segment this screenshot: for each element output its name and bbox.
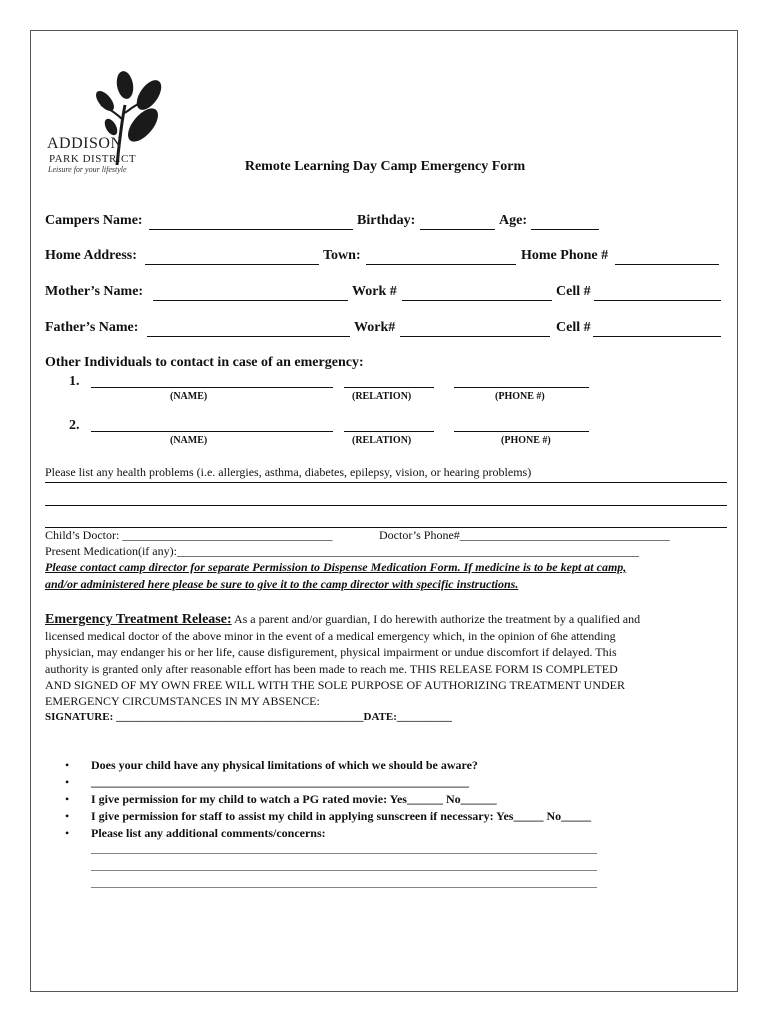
home-phone-label: Home Phone # xyxy=(521,248,609,263)
mother-work-field[interactable] xyxy=(402,300,552,301)
contact-1-relation-caption: (RELATION) xyxy=(352,391,412,402)
mothers-name-label: Mother’s Name: xyxy=(45,284,144,299)
town-field[interactable] xyxy=(366,264,516,265)
bullet-1: • xyxy=(65,758,70,772)
contact-1-phone-caption: (PHONE #) xyxy=(495,391,545,402)
father-cell-field[interactable] xyxy=(593,336,721,337)
health-line-2[interactable] xyxy=(45,505,727,506)
logo-subname: PARK DISTRICT xyxy=(49,153,137,165)
health-line-1[interactable] xyxy=(45,482,727,483)
logo-tagline: Leisure for your lifestyle xyxy=(48,165,127,174)
emergency-heading: Other Individuals to contact in case of an emergency: xyxy=(45,355,364,370)
contact-2-number: 2. xyxy=(69,418,80,433)
release-line-5: AND SIGNED OF MY OWN FREE WILL WITH THE SOLE PURPOSE OF AUTHORIZING TREATMENT UNDER xyxy=(45,677,625,692)
bullet-5: • xyxy=(65,826,70,840)
health-problems-prompt: Please list any health problems (i.e. allergies, asthma, diabetes, epilepsy, vision, or hearing problems) xyxy=(45,465,532,479)
contact-1-name-field[interactable] xyxy=(91,387,333,388)
emergency-release-paragraph xyxy=(45,611,725,709)
release-line-4: authority is granted only after reasonable effort has been made to reach me. THIS RELEASE FORM IS COMPLETED xyxy=(45,661,618,676)
signature-date-line[interactable]: SIGNATURE: _____________________________________________DATE:__________ xyxy=(45,711,452,723)
bullet-4: • xyxy=(65,809,70,823)
emergency-release-heading: Emergency Treatment Release: xyxy=(45,612,232,627)
medication-notice-line-2: and/or administered here please be sure to give it to the camp director with specific instructions. xyxy=(45,577,519,591)
campers-name-field[interactable] xyxy=(149,229,353,230)
home-phone-field[interactable] xyxy=(615,264,719,265)
contact-1-name-caption: (NAME) xyxy=(170,391,208,402)
comments-line-2[interactable]: ____________________________________________________________________________________________ xyxy=(91,860,597,872)
birthday-field[interactable] xyxy=(420,229,495,230)
additional-comments-prompt: Please list any additional comments/concerns: xyxy=(91,826,326,840)
bullet-2: • xyxy=(65,775,70,789)
comments-line-1[interactable]: ____________________________________________________________________________________________ xyxy=(91,843,597,855)
father-work-field[interactable] xyxy=(400,336,550,337)
contact-2-relation-field[interactable] xyxy=(344,431,434,432)
mother-work-label: Work # xyxy=(352,284,397,299)
medication-notice-line-1: Please contact camp director for separate Permission to Dispense Medication Form. If medicine is to be kept at camp, xyxy=(45,560,627,574)
mothers-name-field[interactable] xyxy=(153,300,348,301)
release-line-6: EMERGENCY CIRCUMSTANCES IN MY ABSENCE: xyxy=(45,694,320,709)
mother-cell-label: Cell # xyxy=(556,284,591,299)
father-cell-label: Cell # xyxy=(556,320,591,335)
home-address-label: Home Address: xyxy=(45,248,137,263)
contact-1-number: 1. xyxy=(69,374,80,389)
comments-line-3[interactable]: ____________________________________________________________________________________________ xyxy=(91,877,597,889)
logo-name: ADDISON xyxy=(47,135,123,152)
pg-movie-permission[interactable]: I give permission for my child to watch a PG rated movie: Yes______ No______ xyxy=(91,792,497,806)
doctors-phone-field[interactable]: Doctor’s Phone#___________________________________ xyxy=(379,528,670,542)
bullet-3: • xyxy=(65,792,70,806)
father-work-label: Work# xyxy=(354,320,396,335)
fathers-name-label: Father’s Name: xyxy=(45,320,139,335)
form-title: Remote Learning Day Camp Emergency Form xyxy=(244,159,526,174)
age-label: Age: xyxy=(499,213,527,228)
childs-doctor-field[interactable]: Child’s Doctor: ___________________________________ xyxy=(45,528,333,542)
home-address-field[interactable] xyxy=(145,264,319,265)
birthday-label: Birthday: xyxy=(357,213,416,228)
contact-2-phone-caption: (PHONE #) xyxy=(501,435,551,446)
age-field[interactable] xyxy=(531,229,599,230)
physical-limitations-question: Does your child have any physical limitations of which we should be aware? xyxy=(91,758,478,772)
release-line-1: As a parent and/or guardian, I do herewith authorize the treatment by a qualified and xyxy=(231,612,641,626)
present-medication-field[interactable]: Present Medication(if any):_____________________________________________________________________________ xyxy=(45,544,639,558)
contact-2-name-caption: (NAME) xyxy=(170,435,208,446)
contact-2-relation-caption: (RELATION) xyxy=(352,435,412,446)
contact-1-phone-field[interactable] xyxy=(454,387,589,388)
form-page xyxy=(30,30,738,992)
mother-cell-field[interactable] xyxy=(594,300,721,301)
release-line-3: physician, may endanger his or her life, cause disfigurement, physical impairment or undue discomfort if delayed. This xyxy=(45,645,617,660)
sunscreen-permission[interactable]: I give permission for staff to assist my child in applying sunscreen if necessary: Yes_____ No_____ xyxy=(91,809,592,823)
town-label: Town: xyxy=(323,248,361,263)
fathers-name-field[interactable] xyxy=(147,336,350,337)
physical-limitations-answer[interactable]: _______________________________________________________________ xyxy=(91,775,469,789)
campers-name-label: Campers Name: xyxy=(45,213,143,228)
contact-2-phone-field[interactable] xyxy=(454,431,589,432)
contact-1-relation-field[interactable] xyxy=(344,387,434,388)
release-line-2: licensed medical doctor of the above minor in the event of a medical emergency which, in the opinion of 6he attending xyxy=(45,629,616,644)
contact-2-name-field[interactable] xyxy=(91,431,333,432)
